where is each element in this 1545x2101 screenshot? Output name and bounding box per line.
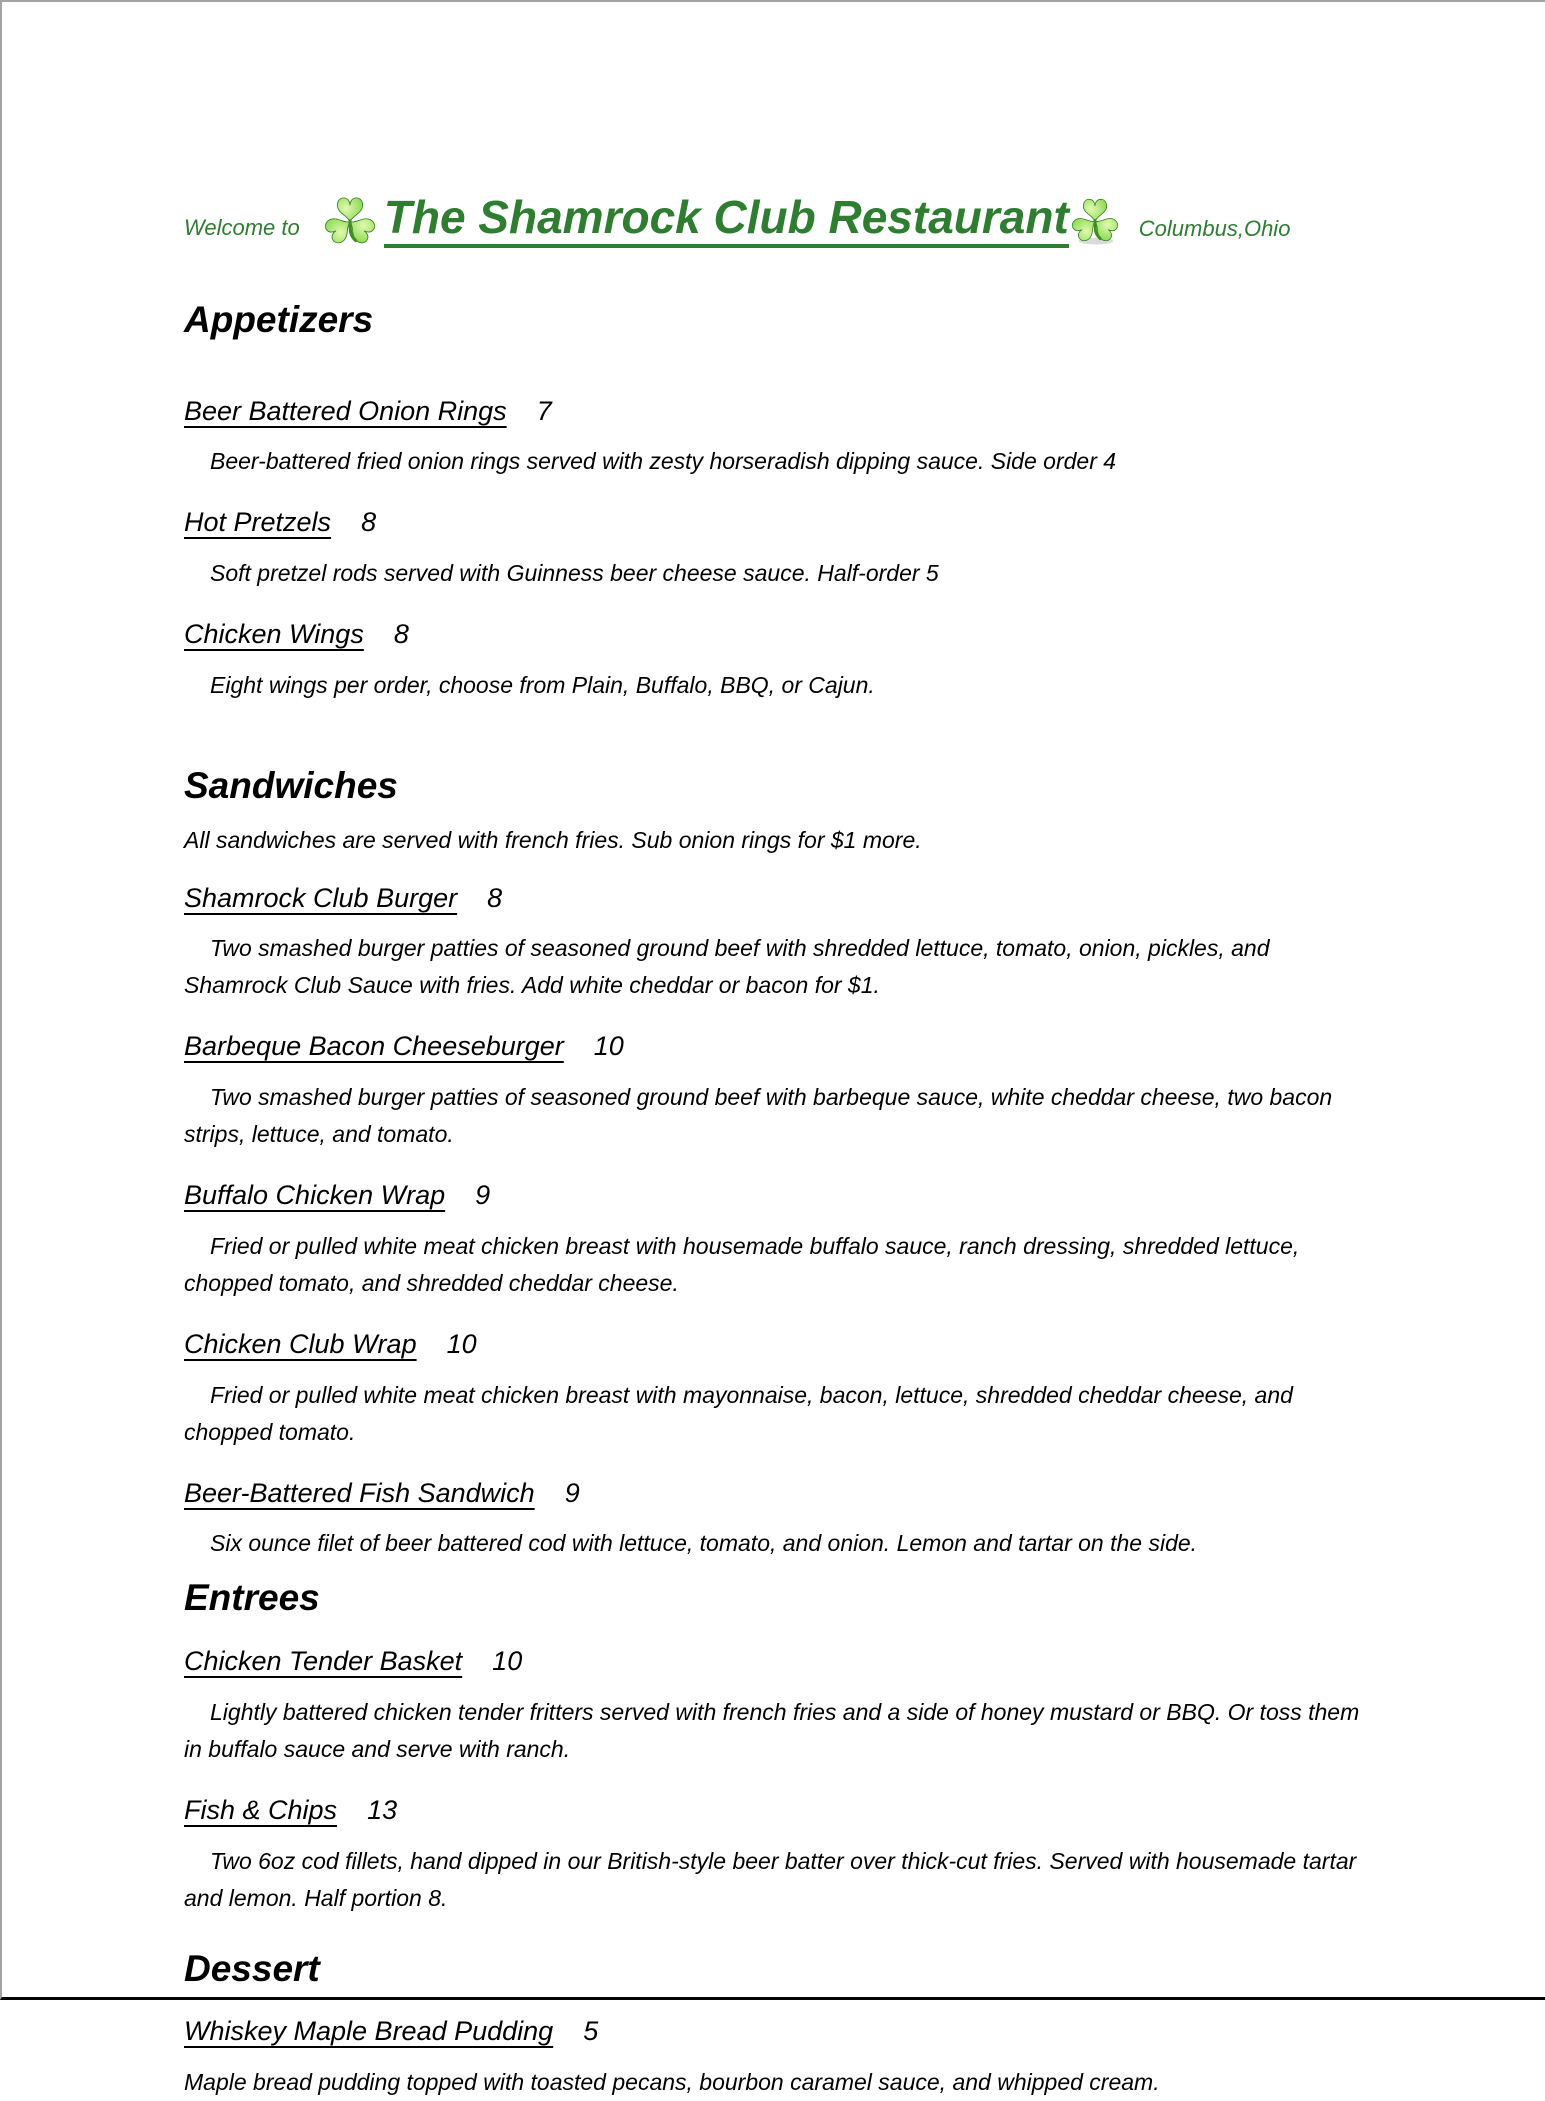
menu-content [2, 2, 1545, 2101]
section-items [184, 2015, 1365, 2101]
item-name: Chicken Club Wrap [184, 1328, 417, 1359]
item-description: Two smashed burger patties of seasoned ground beef with shredded lettuce, tomato, onion, pickles, and Shamrock Club Sauce with fries. Add white cheddar or bacon for $1. [184, 935, 1270, 999]
menu-item [184, 1030, 1365, 1153]
item-line [184, 395, 1365, 429]
item-line [184, 882, 1365, 916]
item-line [184, 1794, 1365, 1828]
item-price: 7 [536, 395, 552, 426]
menu-header [184, 188, 1365, 248]
section-heading: Entrees [184, 1577, 320, 1619]
shamrock-clover-icon [1071, 190, 1119, 248]
item-line [184, 2015, 1365, 2049]
item-line [184, 1328, 1365, 1362]
item-price: 5 [583, 2016, 599, 2047]
item-name: Hot Pretzels [184, 507, 332, 538]
item-line [184, 1477, 1365, 1511]
item-description: Fried or pulled white meat chicken breast with mayonnaise, bacon, lettuce, shredded cheddar cheese, and chopped tomato. [184, 1381, 1293, 1445]
item-price: 9 [475, 1180, 491, 1211]
item-price: 10 [492, 1646, 523, 1677]
welcome-text: Welcome to [184, 215, 300, 240]
item-name: Fish & Chips [184, 1794, 338, 1825]
item-description: Beer-battered fried onion rings served with zesty horseradish dipping sauce. Side order 4 [210, 448, 1117, 475]
section-items [184, 882, 1365, 1563]
item-description: Lightly battered chicken tender fritters served with french fries and a side of honey mustard or BBQ. Or toss them in buffalo sauce and serve with ranch. [184, 1698, 1360, 1762]
section-items [184, 1645, 1365, 1917]
menu-item [184, 1477, 1365, 1563]
menu-item [184, 618, 1365, 704]
restaurant-title: The Shamrock Club Restaurant [384, 193, 1069, 248]
menu-section [184, 1578, 1365, 1916]
item-description: Maple bread pudding topped with toasted pecans, bourbon caramel sauce, and whipped cream. [184, 2069, 1160, 2096]
item-price: 9 [564, 1477, 580, 1508]
menu-item [184, 506, 1365, 592]
item-line [184, 1645, 1365, 1679]
section-intro: All sandwiches are served with french fries. Sub onion rings for $1 more. [184, 826, 922, 853]
item-line [184, 1030, 1365, 1064]
item-description: Six ounce filet of beer battered cod with lettuce, tomato, and onion. Lemon and tartar on the side. [210, 1530, 1198, 1557]
item-price: 10 [446, 1328, 477, 1359]
item-price: 13 [367, 1794, 398, 1825]
item-line [184, 506, 1365, 540]
item-description: Two 6oz cod fillets, hand dipped in our British-style beer batter over thick-cut fries. Served with housemade tartar and lemon. Half portion 8. [184, 1847, 1357, 1911]
item-description: Two smashed burger patties of seasoned ground beef with barbeque sauce, white cheddar cheese, two bacon strips, lettuce, and tomato. [184, 1084, 1333, 1148]
location-text: Columbus,Ohio [1138, 216, 1291, 241]
menu-item [184, 1328, 1365, 1451]
item-name: Buffalo Chicken Wrap [184, 1180, 446, 1211]
section-items [184, 395, 1365, 704]
menu-section [184, 766, 1365, 1562]
item-line [184, 618, 1365, 652]
menu-section [184, 300, 1365, 704]
item-line [184, 1179, 1365, 1213]
item-name: Chicken Tender Basket [184, 1646, 463, 1677]
item-description: Eight wings per order, choose from Plain, Buffalo, BBQ, or Cajun. [210, 671, 875, 698]
item-description: Soft pretzel rods served with Guinness beer cheese sauce. Half-order 5 [210, 560, 939, 587]
item-name: Whiskey Maple Bread Pudding [184, 2016, 554, 2047]
item-name: Beer-Battered Fish Sandwich [184, 1477, 535, 1508]
menu-item [184, 2015, 1365, 2101]
shamrock-clover-icon [324, 188, 376, 248]
item-description: Fried or pulled white meat chicken breast with housemade buffalo sauce, ranch dressing, shredded lettuce, chopped tomato, and shredded cheddar cheese. [184, 1232, 1300, 1296]
item-price: 8 [361, 507, 377, 538]
menu-item [184, 1645, 1365, 1768]
section-heading: Sandwiches [184, 764, 398, 806]
item-name: Shamrock Club Burger [184, 882, 458, 913]
item-name: Chicken Wings [184, 619, 364, 650]
menu-item [184, 1179, 1365, 1302]
section-heading: Appetizers [184, 299, 374, 340]
item-price: 8 [393, 619, 409, 650]
menu-item [184, 1794, 1365, 1917]
item-price: 10 [593, 1031, 624, 1062]
menu-item [184, 395, 1365, 481]
menu-section [184, 1949, 1365, 2101]
item-price: 8 [487, 882, 503, 913]
item-name: Barbeque Bacon Cheeseburger [184, 1031, 564, 1062]
menu-sections [184, 300, 1365, 2101]
menu-item [184, 882, 1365, 1005]
section-heading: Dessert [184, 1947, 320, 1989]
item-name: Beer Battered Onion Rings [184, 395, 507, 426]
